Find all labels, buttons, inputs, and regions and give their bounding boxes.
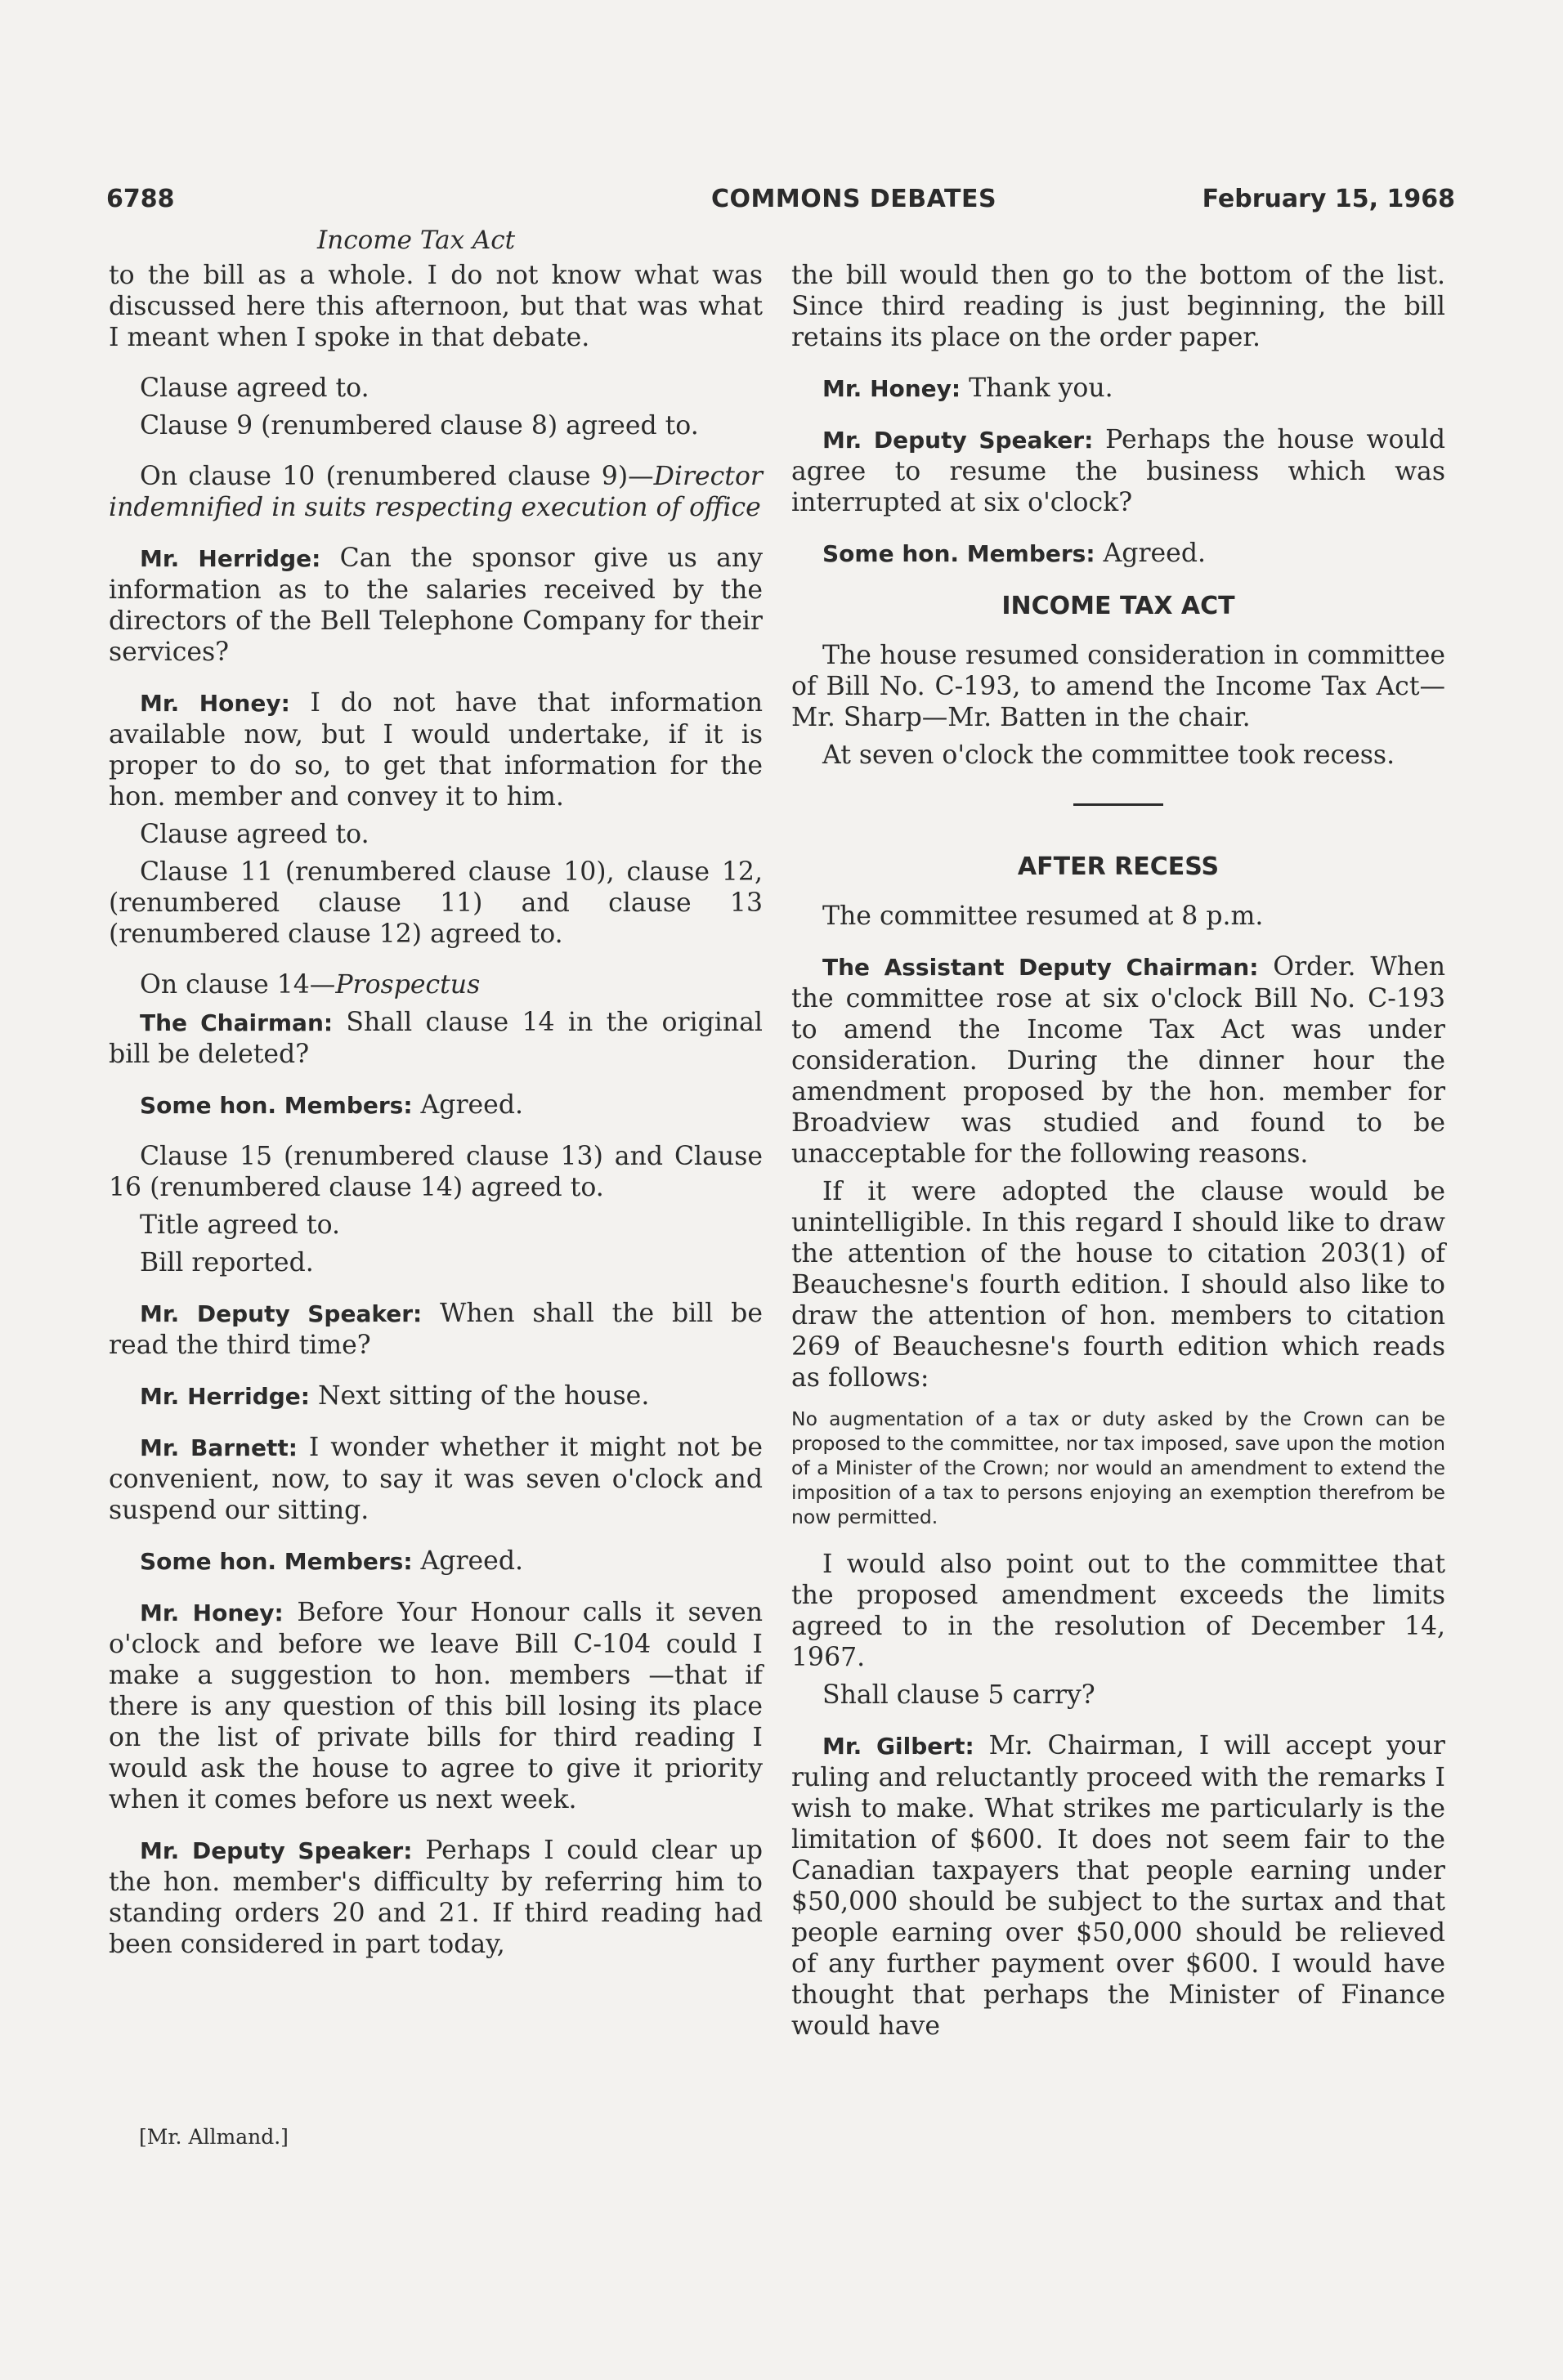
speaker-name: The Chairman: [140,1009,334,1036]
left-column [109,260,763,1980]
paragraph [109,461,763,523]
speaker-name: Mr. Gilbert: [822,1733,974,1760]
speech [109,1007,763,1070]
speaker-name: Mr. Honey: [822,375,961,402]
speech-text: I do not have that information available now, but I would undertake, if it is proper to do so, to get that information for the hon. member and convey it to him. [109,688,763,812]
paragraph: Clause 11 (renumbered clause 10), clause 12, (renumbered clause 11) and clause 13 (renumbered clause 12) agreed to. [109,857,763,949]
paragraph: to the bill as a whole. I do not know what was discussed here this afternoon, but that was what I meant when I spoke in that debate. [109,261,763,352]
paragraph: The house resumed consideration in committee of Bill No. C-193, to amend the Income Tax Act—Mr. Sharp—Mr. Batten in the chair. [791,641,1445,732]
section-heading: AFTER RECESS [1017,852,1220,881]
paragraph: Bill reported. [140,1248,314,1277]
page-header [106,185,1455,221]
paragraph: Clause 15 (renumbered clause 13) and Clause 16 (renumbered clause 14) agreed to. [109,1142,763,1202]
speaker-name: Some hon. Members: [822,540,1095,567]
paragraph: the bill would then go to the bottom of the list. Since third reading is just beginning, the bill retains its place on the order paper. [791,261,1445,352]
speech [109,1298,763,1361]
speech-text: When shall the bill be read the third time? [109,1299,763,1360]
speech [109,687,763,812]
speech [109,1835,763,1960]
page-number: 6788 [106,185,175,213]
speaker-name: Mr. Deputy Speaker: [822,427,1094,454]
clause-title: Director indemnified in suits respecting execution of office [109,462,763,522]
speech [791,373,1445,405]
paragraph: Clause agreed to. [140,820,369,849]
speaker-name: Mr. Honey: [140,1599,284,1626]
speech-text: Agreed. [1095,539,1206,568]
speaker-name: Mr. Barnett: [140,1434,298,1461]
speech-text: Can the sponsor give us any information as to the salaries received by the directors of the Bell Telephone Company for their services? [109,544,763,667]
speech-text: Before Your Honour calls it seven o'clock and before we leave Bill C-104 could I make a suggestion to hon. members —that if there is any question of this bill losing its place on the list of private bills for third reading I would ask the house to agree to give it priority when it comes before us next week. [109,1598,764,1814]
running-title: Income Tax Act [317,226,516,255]
speech-text: Order. When the committee rose at six o'clock Bill No. C-193 to amend the Income Tax Act was under consideration. During the dinner hour the amendment proposed by the hon. member for Broadview was studied and found to be unacceptable for the following reasons. [791,952,1445,1169]
speech-text: Thank you. [961,374,1113,403]
paragraph: Title agreed to. [140,1210,341,1240]
speaker-name: The Assistant Deputy Chairman: [822,954,1259,981]
speech [109,1432,763,1526]
speech [791,951,1445,1170]
paragraph: Clause 9 (renumbered clause 8) agreed to. [140,411,699,441]
speaker-name: Mr. Herridge: [140,1383,310,1410]
speech-text: Shall clause 14 in the original bill be deleted? [109,1008,763,1069]
speech [109,1546,763,1577]
header-date: February 15, 1968 [1202,185,1455,213]
speech [109,1597,763,1815]
speech-text: I wonder whether it might not be convenient, now, to say it was seven o'clock and suspend our sitting. [109,1433,763,1525]
publication-title: COMMONS DEBATES [711,185,997,213]
block-quote: No augmentation of a tax or duty asked by the Crown can be proposed to the committee, nor tax imposed, save upon the motion of a Minister of the Crown; nor would an amendment to extend the imposition of a tax to persons enjoying an exemption therefrom be now permitted. [791,1407,1445,1528]
section-divider [1073,803,1163,806]
speaker-name: Mr. Honey: [140,690,290,717]
paragraph: Clause agreed to. [140,374,369,403]
speech-text: Agreed. [412,1546,523,1576]
speech [109,543,763,668]
speaker-attribution: [Mr. Allmand.] [139,2125,289,2149]
speech [109,1380,763,1412]
speech-text: Perhaps the house would agree to resume the business which was interrupted at six o'clock? [791,425,1445,517]
paragraph: The committee resumed at 8 p.m. [822,901,1264,931]
speech [109,1089,763,1121]
clause-intro: On clause 14— [140,970,336,1000]
speech [791,1730,1445,2042]
right-column [791,260,1445,2061]
paragraph: Shall clause 5 carry? [822,1680,1095,1710]
speech [791,538,1445,570]
speaker-name: Mr. Deputy Speaker: [140,1837,413,1864]
paragraph: At seven o'clock the committee took recess. [822,740,1395,770]
speaker-name: Some hon. Members: [140,1548,413,1575]
speaker-name: Mr. Deputy Speaker: [140,1300,423,1327]
speech-text: Agreed. [412,1090,523,1120]
paragraph: If it were adopted the clause would be unintelligible. In this regard I should like to draw the attention of the house to citation 203(1) of Beauchesne's fourth edition. I should also like to draw the attention of hon. members to citation 269 of Beauchesne's fourth edition which reads as follows: [791,1177,1445,1393]
speech-text: Perhaps I could clear up the hon. member's difficulty by referring him to standing orders 20 and 21. If third reading had been considered in part today, [109,1836,763,1959]
speaker-name: Some hon. Members: [140,1092,413,1119]
speech-text: Next sitting of the house. [309,1381,650,1411]
paragraph [109,969,763,1000]
clause-title: Prospectus [335,970,481,1000]
paragraph: I would also point out to the committee that the proposed amendment exceeds the limits agreed to in the resolution of December 14, 1967. [791,1550,1445,1672]
speech [791,424,1445,518]
clause-intro: On clause 10 (renumbered clause 9)— [140,462,654,491]
speaker-name: Mr. Herridge: [140,545,321,572]
section-heading: INCOME TAX ACT [1001,592,1235,620]
speech-text: Mr. Chairman, I will accept your ruling and reluctantly proceed with the remarks I wish to make. What strikes me particularly is the limitation of $600. It does not seem fair to the Canadian taxpayers that people earning under $50,000 should be subject to the surtax and that people earning over $50,000 should be relieved of any further payment over $600. I would have thought that perhaps the Minister of Finance would have [791,1731,1445,2041]
